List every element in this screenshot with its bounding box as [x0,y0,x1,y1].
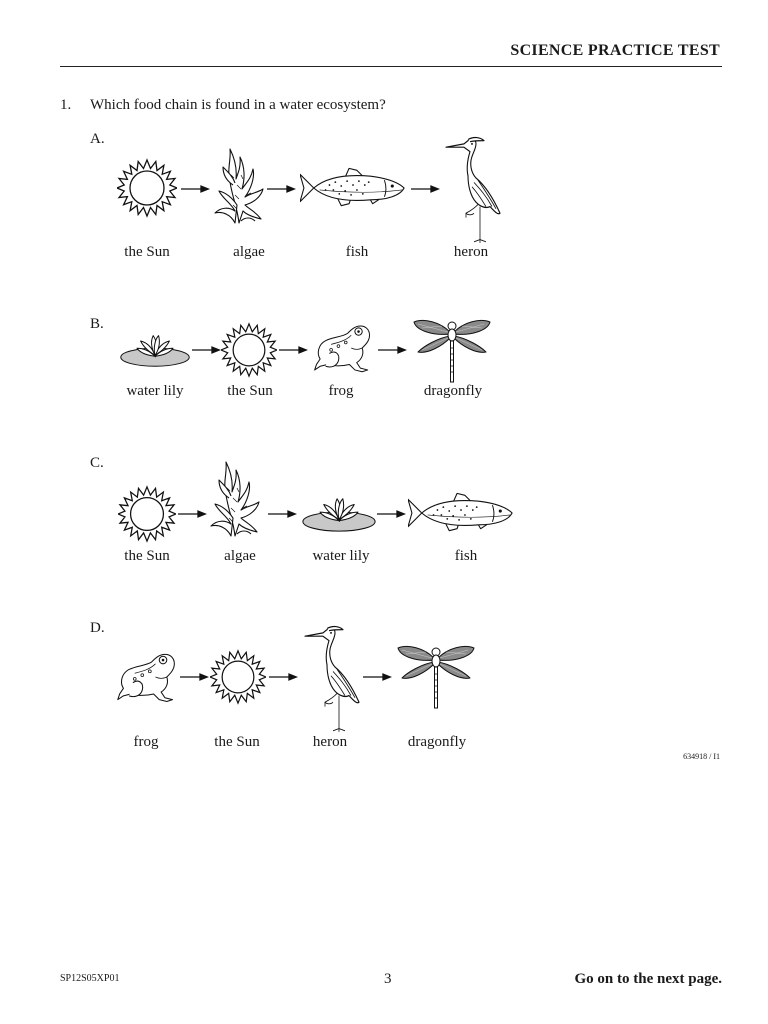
frog-icon [311,322,375,374]
arrow-icon [378,345,407,355]
heron-icon [444,134,504,244]
arrow-icon [411,184,440,194]
arrow-icon [192,345,221,355]
option-a-label-4: heron [453,244,489,260]
option-d-letter[interactable]: D. [90,620,105,636]
question-number: 1. [60,97,72,113]
arrow-icon [279,345,308,355]
option-c-label-1: the Sun [124,548,170,564]
option-d-label-1: frog [133,734,159,750]
dragonfly-icon [411,316,493,386]
option-c-letter[interactable]: C. [90,455,104,471]
arrow-icon [267,184,296,194]
page-number: 3 [384,971,392,987]
option-a-label-1: the Sun [124,244,170,260]
sun-icon [117,158,177,218]
sun-icon [118,485,176,543]
arrow-icon [181,184,210,194]
item-code: 634918 / I1 [683,752,720,761]
option-b-label-3: frog [328,383,354,399]
arrow-icon [268,509,297,519]
sun-icon [210,649,266,705]
footer-code: SP12S05XP01 [60,973,120,984]
option-a-label-3: fish [345,244,369,260]
dragonfly-icon [396,642,476,712]
arrow-icon [178,509,207,519]
option-c-label-4: fish [454,548,478,564]
page-header-title: SCIENCE PRACTICE TEST [510,42,720,59]
next-page-note: Go on to the next page. [574,971,722,987]
algae-icon [207,456,267,540]
option-b-label-4: dragonfly [423,383,483,399]
option-d-label-4: dragonfly [407,734,467,750]
arrow-icon [180,672,209,682]
arrow-icon [377,509,406,519]
option-a-letter[interactable]: A. [90,131,105,147]
heron-icon [303,623,363,733]
sun-icon [221,322,277,378]
arrow-icon [269,672,298,682]
question-text: Which food chain is found in a water ecosystem? [90,97,386,113]
option-b-label-2: the Sun [227,383,273,399]
fish-icon [408,491,516,535]
fish-icon [300,166,408,210]
option-d-label-3: heron [312,734,348,750]
option-b-label-1: water lily [126,383,184,399]
header-rule [60,66,722,67]
arrow-icon [363,672,392,682]
option-a-label-2: algae [233,244,265,260]
water-lily-icon [301,495,377,533]
option-c-label-3: water lily [312,548,370,564]
option-b-letter[interactable]: B. [90,316,104,332]
option-c-label-2: algae [224,548,256,564]
frog-icon [114,650,180,704]
option-d-label-2: the Sun [214,734,260,750]
water-lily-icon [119,332,191,368]
algae-icon [211,145,271,225]
